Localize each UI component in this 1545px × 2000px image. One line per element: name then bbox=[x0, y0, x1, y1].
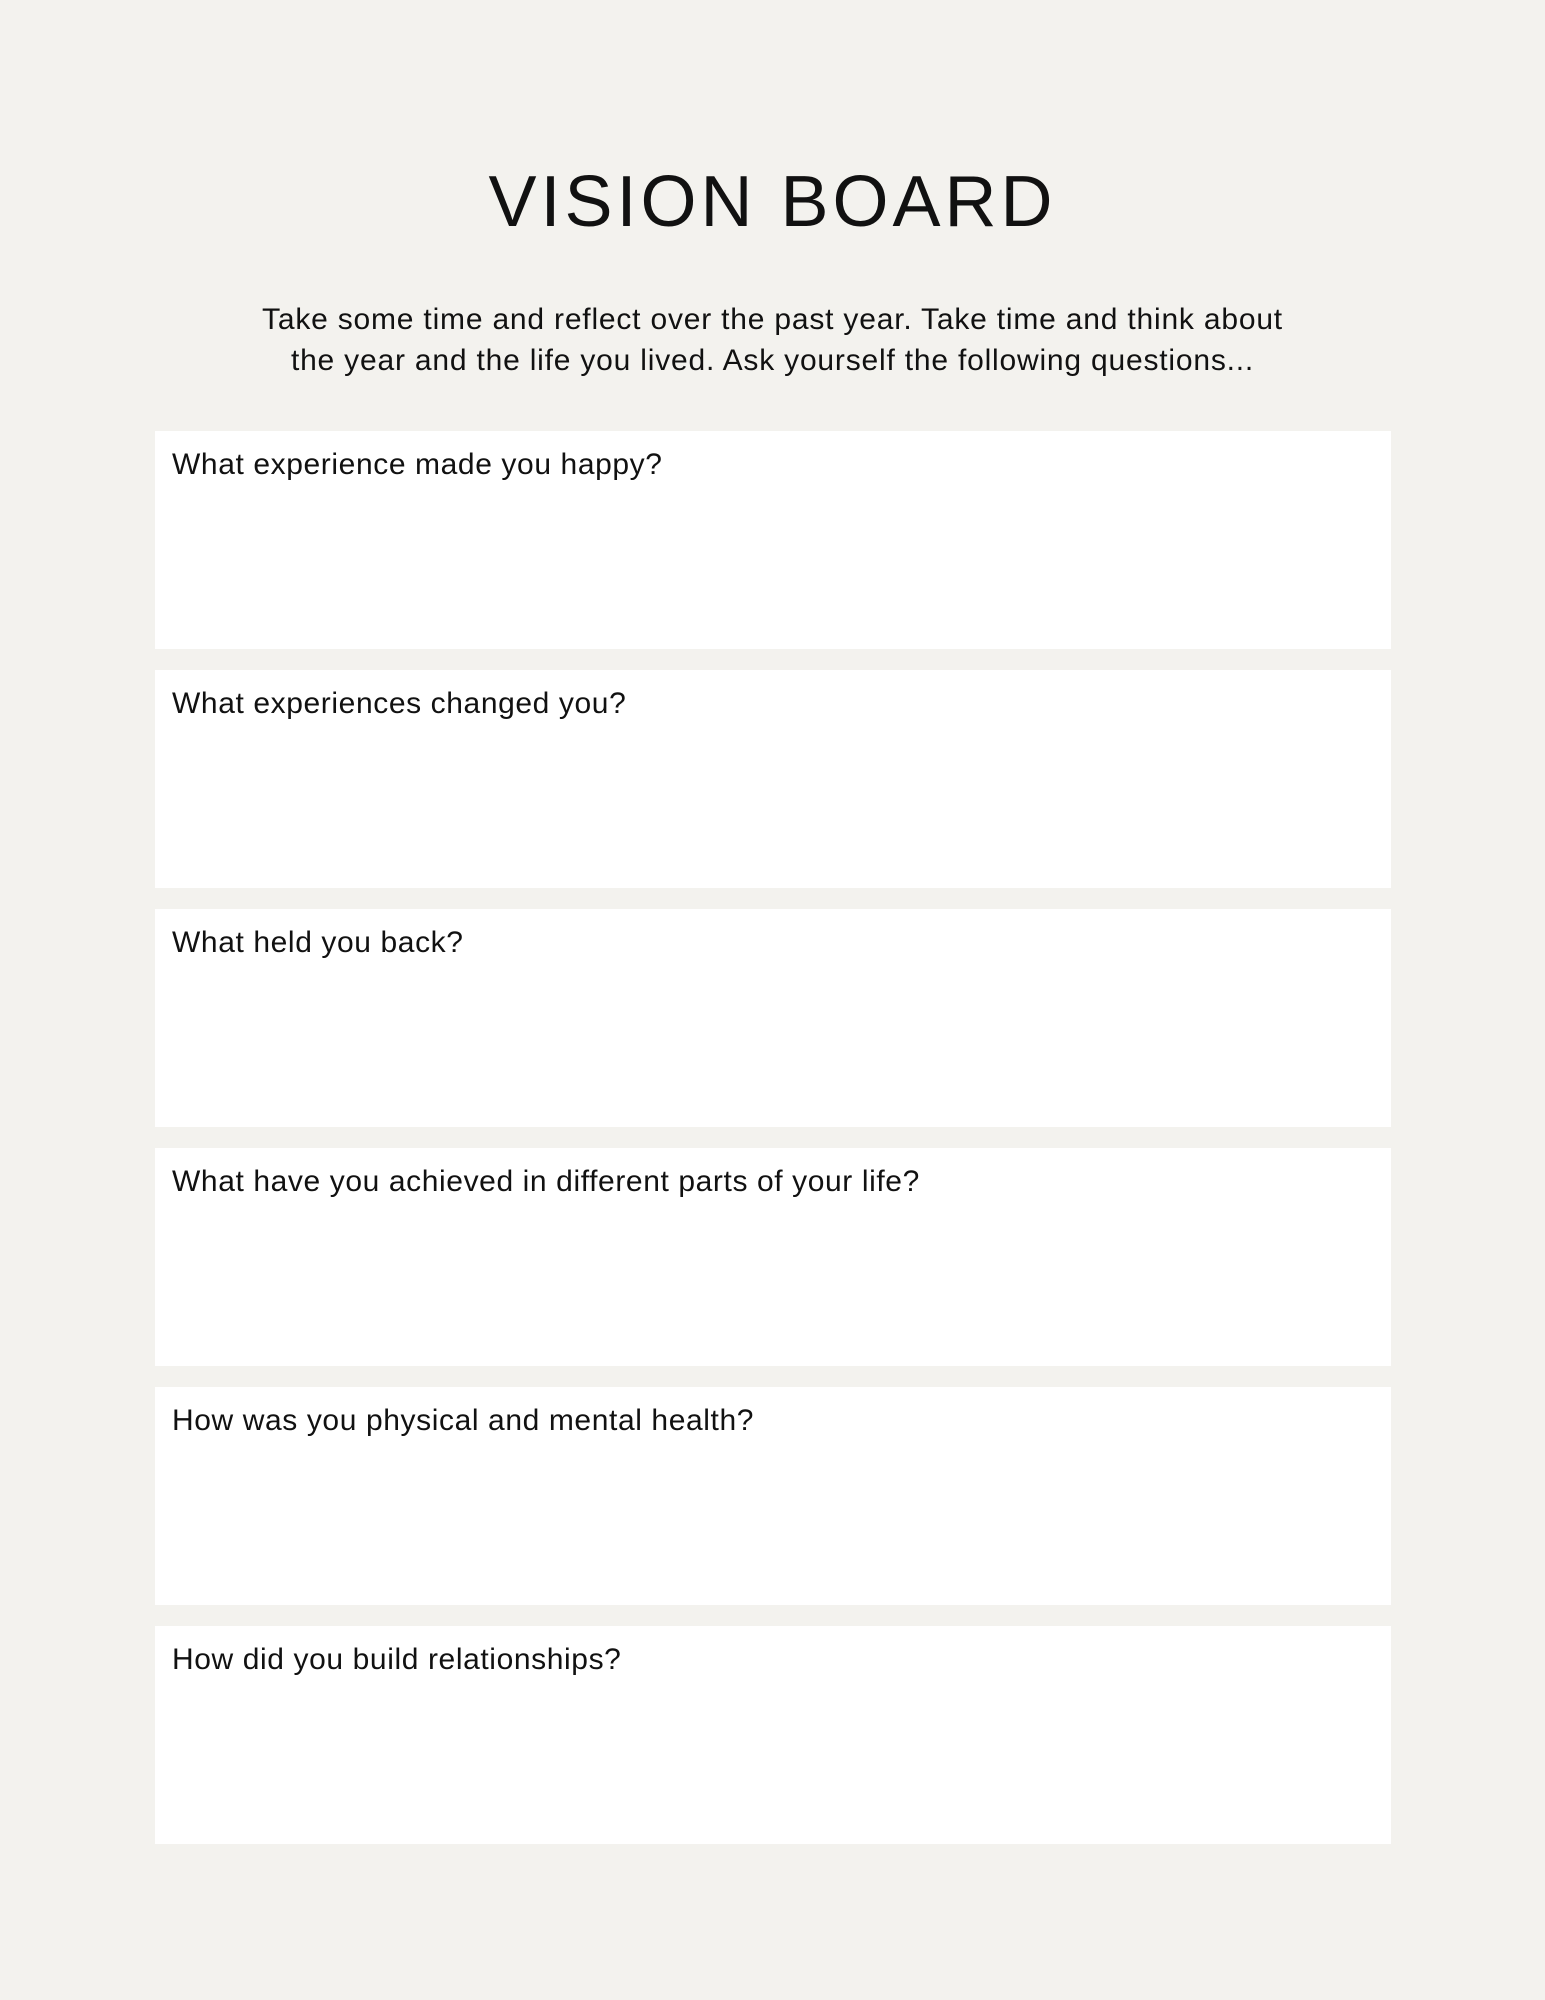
question-card-changed[interactable] bbox=[155, 670, 1391, 888]
answer-area[interactable] bbox=[172, 1451, 1374, 1591]
question-card-happy[interactable] bbox=[155, 431, 1391, 649]
answer-area[interactable] bbox=[172, 734, 1374, 874]
question-label: How did you build relationships? bbox=[172, 1643, 622, 1676]
answer-area[interactable] bbox=[172, 973, 1374, 1113]
intro-text bbox=[150, 299, 1395, 381]
question-card-achieved[interactable] bbox=[155, 1148, 1391, 1366]
page-title: VISION BOARD bbox=[488, 162, 1057, 242]
question-label: What experiences changed you? bbox=[172, 687, 627, 720]
question-label: What experience made you happy? bbox=[172, 448, 663, 481]
question-label: How was you physical and mental health? bbox=[172, 1404, 755, 1437]
answer-area[interactable] bbox=[172, 1212, 1374, 1352]
answer-area[interactable] bbox=[172, 495, 1374, 635]
question-card-held-back[interactable] bbox=[155, 909, 1391, 1127]
question-label: What held you back? bbox=[172, 926, 464, 959]
question-card-health[interactable] bbox=[155, 1387, 1391, 1605]
intro-line-2: the year and the life you lived. Ask yourself the following questions... bbox=[290, 344, 1255, 377]
question-label: What have you achieved in different parts of your life? bbox=[172, 1165, 920, 1198]
answer-area[interactable] bbox=[172, 1690, 1374, 1830]
intro-line-1: Take some time and reflect over the past year. Take time and think about bbox=[262, 303, 1283, 336]
question-card-relationships[interactable] bbox=[155, 1626, 1391, 1844]
